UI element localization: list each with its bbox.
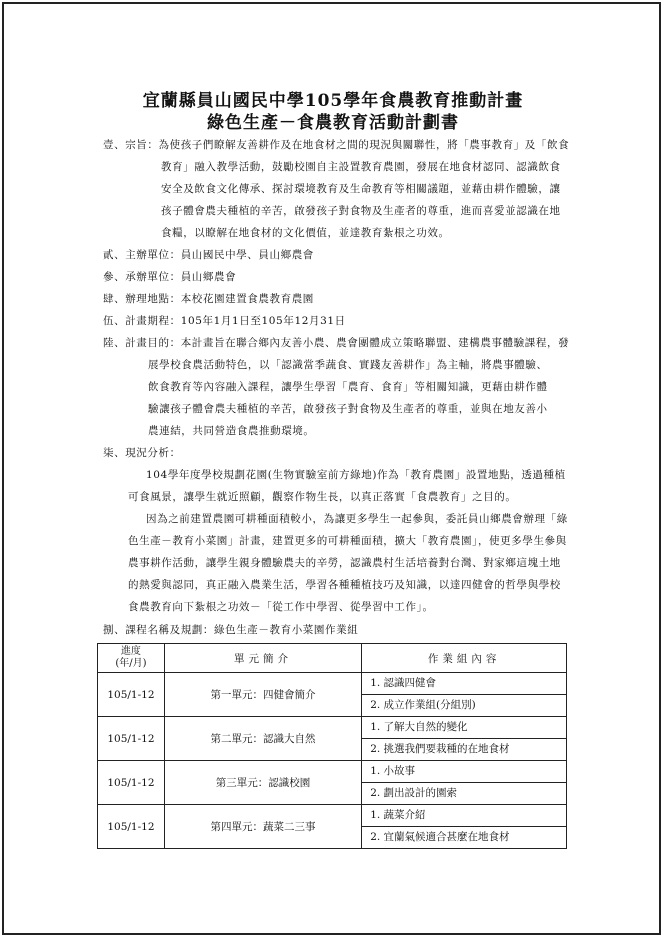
- content-item: 2. 宜蘭氣候適合甚麼在地食材: [362, 826, 566, 848]
- goals-line: 驗讓孩子體會農夫種植的辛苦，啟發孩子對食物及生產者的尊重，並與在地友善小: [148, 403, 548, 415]
- content-item: 1. 認識四健會: [370, 677, 437, 689]
- content-cell: [362, 673, 567, 717]
- content-item: 2. 劃出設計的園索: [362, 782, 566, 804]
- content-item: 2. 挑選我們要栽種的在地食材: [362, 738, 566, 760]
- progress-cell: 105/1-12: [98, 717, 165, 761]
- goals-line: 展學校食農活動特色，以「認識當季蔬食、實踐友善耕作」為主軸，將農事體驗、: [148, 359, 548, 371]
- progress-cell: 105/1-12: [98, 805, 165, 849]
- purpose-line: 食糧，以瞭解在地食材的文化價值，並達教育紮根之功效。: [161, 227, 450, 239]
- content-cell: [362, 761, 567, 805]
- table-row: [98, 805, 567, 849]
- content-item: 1. 蔬菜介紹: [370, 809, 426, 821]
- content-item: 1. 小故事: [370, 765, 416, 777]
- analysis-paragraph-line: 農事耕作活動，讓學生親身體驗農夫的辛勞，認識農村生活培養對台灣、對家鄉這塊土地: [128, 557, 561, 569]
- co-organizer-line: 參、承辦單位：員山鄉農會: [103, 271, 237, 283]
- progress-cell: 105/1-12: [98, 761, 165, 805]
- unit-cell: 第四單元：蔬菜二三事: [164, 805, 361, 849]
- table-row: [98, 673, 567, 717]
- content-item: 1. 了解大自然的變化: [370, 721, 468, 733]
- header-progress-line: (年/月): [115, 658, 147, 669]
- purpose-line: 壹、宗旨：為使孩子們瞭解友善耕作及在地食材之間的現況與關聯性，將「農事教育」及「飲食: [103, 139, 570, 151]
- location-line: 肆、辦理地點：本校花園建置食農教育農園: [103, 293, 314, 305]
- period-line: 伍、計畫期程：105年1月1日至105年12月31日: [103, 315, 346, 327]
- header-unit: 單元簡介: [164, 644, 361, 673]
- table-row: [98, 717, 567, 761]
- analysis-paragraph-line: 因為之前建置農園可耕種面積較小，為讓更多學生一起參與，委託員山鄉農會辦理「綠: [146, 513, 568, 525]
- content-cell: [362, 805, 567, 849]
- document-subtitle: 綠色生產－食農教育活動計劃書: [207, 113, 459, 133]
- content-cell: [362, 717, 567, 761]
- content-item: 2. 成立作業組(分組別): [362, 694, 566, 716]
- organizer-line: 貳、主辦單位：員山國民中學、員山鄉農會: [103, 249, 314, 261]
- header-content: 作業組內容: [362, 644, 567, 673]
- analysis-heading: 柒、現況分析：: [103, 447, 181, 459]
- course-plan-table: [97, 643, 567, 849]
- purpose-line: 孩子體會農夫種植的辛苦，啟發孩子對食物及生產者的尊重，進而喜愛並認識在地: [161, 205, 561, 217]
- analysis-paragraph-line: 的熱愛與認同，真正融入農業生活，學習各種種植技巧及知識，以達四健會的哲學與學校: [128, 579, 561, 591]
- table-header-row: [98, 644, 567, 673]
- progress-cell: 105/1-12: [98, 673, 165, 717]
- analysis-paragraph-line: 可食風景，讓學生就近照顧，觀察作物生長，以真正落實「食農教育」之目的。: [128, 491, 517, 503]
- purpose-line: 安全及飲食文化傳承、探討環境教育及生命教育等相關議題，並藉由耕作體驗，讓: [161, 183, 561, 195]
- header-progress-line: 進度: [120, 646, 141, 657]
- unit-cell: 第三單元：認識校園: [164, 761, 361, 805]
- analysis-paragraph-line: 色生產－教育小菜園」計畫，建置更多的可耕種面積，擴大「教育農園」，使更多學生參與: [128, 535, 567, 547]
- course-heading: 捌、課程名稱及規劃：綠色生產－教育小菜園作業組: [103, 624, 359, 636]
- purpose-line: 教育」融入教學活動，鼓勵校園自主設置教育農園，發展在地食材認同、認識飲食: [161, 161, 561, 173]
- table-row: [98, 761, 567, 805]
- analysis-paragraph-line: 食農教育向下紮根之功效－「從工作中學習、從學習中工作」。: [128, 601, 434, 613]
- unit-cell: 第一單元：四健會簡介: [164, 673, 361, 717]
- document-title: 宜蘭縣員山國民中學105學年食農教育推動計畫: [142, 91, 524, 111]
- unit-cell: 第二單元：認識大自然: [164, 717, 361, 761]
- goals-line: 飲食教育等內容融入課程，讓學生學習「農育、食育」等相關知識，更藉由耕作體: [148, 381, 548, 393]
- goals-line: 陸、計畫目的：本計畫旨在聯合鄉內友善小農、農會團體成立策略聯盟、建構農事體驗課程，發: [103, 337, 570, 349]
- goals-line: 農連結，共同營造食農推動環境。: [148, 425, 315, 437]
- header-progress: [98, 644, 165, 673]
- analysis-paragraph-line: 104學年度學校規劃花園(生物實驗室前方綠地)作為「教育農園」設置地點，透過種植: [146, 469, 566, 481]
